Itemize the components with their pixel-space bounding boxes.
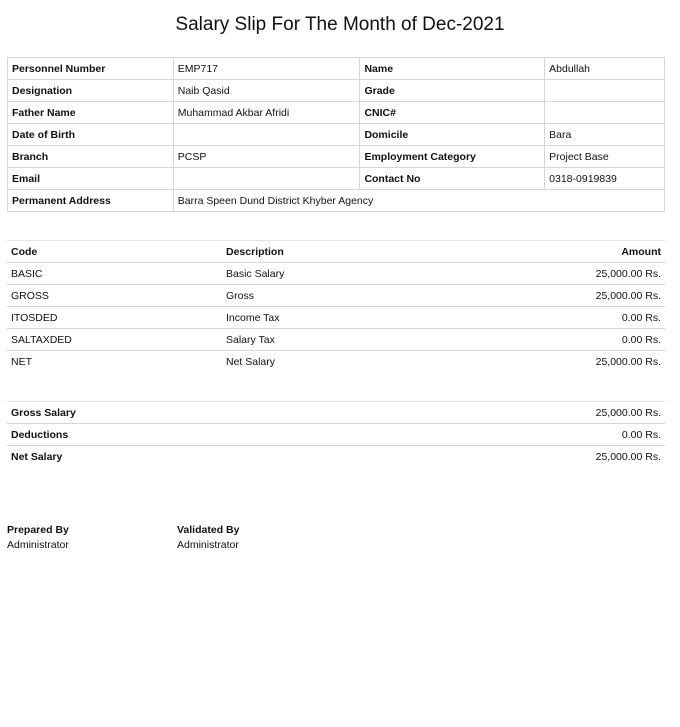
contact-no-label: Contact No [360,168,545,190]
date-of-birth-label: Date of Birth [8,124,174,146]
deductions-value: 0.00 Rs. [335,424,665,446]
branch-label: Branch [8,146,174,168]
table-row [7,285,665,307]
personnel-number-label: Personnel Number [8,58,174,80]
pay-amount: 25,000.00 Rs. [460,263,665,285]
employee-info-table [7,57,665,212]
father-name-value: Muhammad Akbar Afridi [173,102,360,124]
table-row [7,329,665,351]
designation-label: Designation [8,80,174,102]
grade-label: Grade [360,80,545,102]
employment-category-value: Project Base [545,146,665,168]
table-row [7,351,665,373]
designation-value: Naib Qasid [173,80,360,102]
pay-amount: 25,000.00 Rs. [460,285,665,307]
date-of-birth-value [173,124,360,146]
validated-by-block [177,524,239,551]
code-header: Code [7,241,222,263]
table-header-row [7,241,665,263]
table-row [8,80,665,102]
gross-salary-label: Gross Salary [7,402,335,424]
table-row [8,168,665,190]
deductions-label: Deductions [7,424,335,446]
net-salary-label: Net Salary [11,450,63,463]
table-row [8,190,665,212]
pay-description: Gross [222,285,460,307]
table-row [8,102,665,124]
table-row [8,146,665,168]
page-title: Salary Slip For The Month of Dec-2021 [175,14,505,35]
pay-code: SALTAXDED [7,329,222,351]
employment-category-label: Employment Category [360,146,545,168]
pay-description: Basic Salary [222,263,460,285]
branch-value: PCSP [173,146,360,168]
name-label: Name [360,58,545,80]
pay-code: NET [11,355,32,368]
permanent-address-label: Permanent Address [8,190,174,212]
father-name-label: Father Name [8,102,174,124]
gross-salary-value: 25,000.00 Rs. [335,402,665,424]
domicile-value: Bara [545,124,665,146]
pay-amount: 0.00 Rs. [460,307,665,329]
pay-description: Salary Tax [222,329,460,351]
pay-code: BASIC [7,263,222,285]
permanent-address-value: Barra Speen Dund District Khyber Agency [173,190,664,212]
pay-items-table [7,240,665,372]
table-row [8,124,665,146]
prepared-by-block [7,524,69,551]
description-header: Description [222,241,460,263]
personnel-number-value: EMP717 [173,58,360,80]
prepared-by-name: Administrator [7,539,69,551]
net-salary-value: 25,000.00 Rs. [595,450,661,463]
validated-by-label: Validated By [177,524,240,536]
amount-header: Amount [460,241,665,263]
table-row [7,446,665,468]
table-row [7,307,665,329]
prepared-by-label: Prepared By [7,524,69,536]
pay-code: ITOSDED [7,307,222,329]
validated-by-name: Administrator [177,539,239,551]
contact-no-value: 0318-0919839 [545,168,665,190]
table-row [8,58,665,80]
email-value [173,168,360,190]
salary-summary-table [7,401,665,467]
pay-description: Net Salary [226,355,276,368]
pay-amount: 25,000.00 Rs. [595,355,661,368]
email-label: Email [8,168,174,190]
grade-value [545,80,665,102]
cnic-value [545,102,665,124]
pay-code: GROSS [7,285,222,307]
table-row [7,402,665,424]
table-row [7,424,665,446]
table-row [7,263,665,285]
cnic-label: CNIC# [360,102,545,124]
name-value: Abdullah [545,58,665,80]
pay-amount: 0.00 Rs. [460,329,665,351]
domicile-label: Domicile [360,124,545,146]
pay-description: Income Tax [222,307,460,329]
